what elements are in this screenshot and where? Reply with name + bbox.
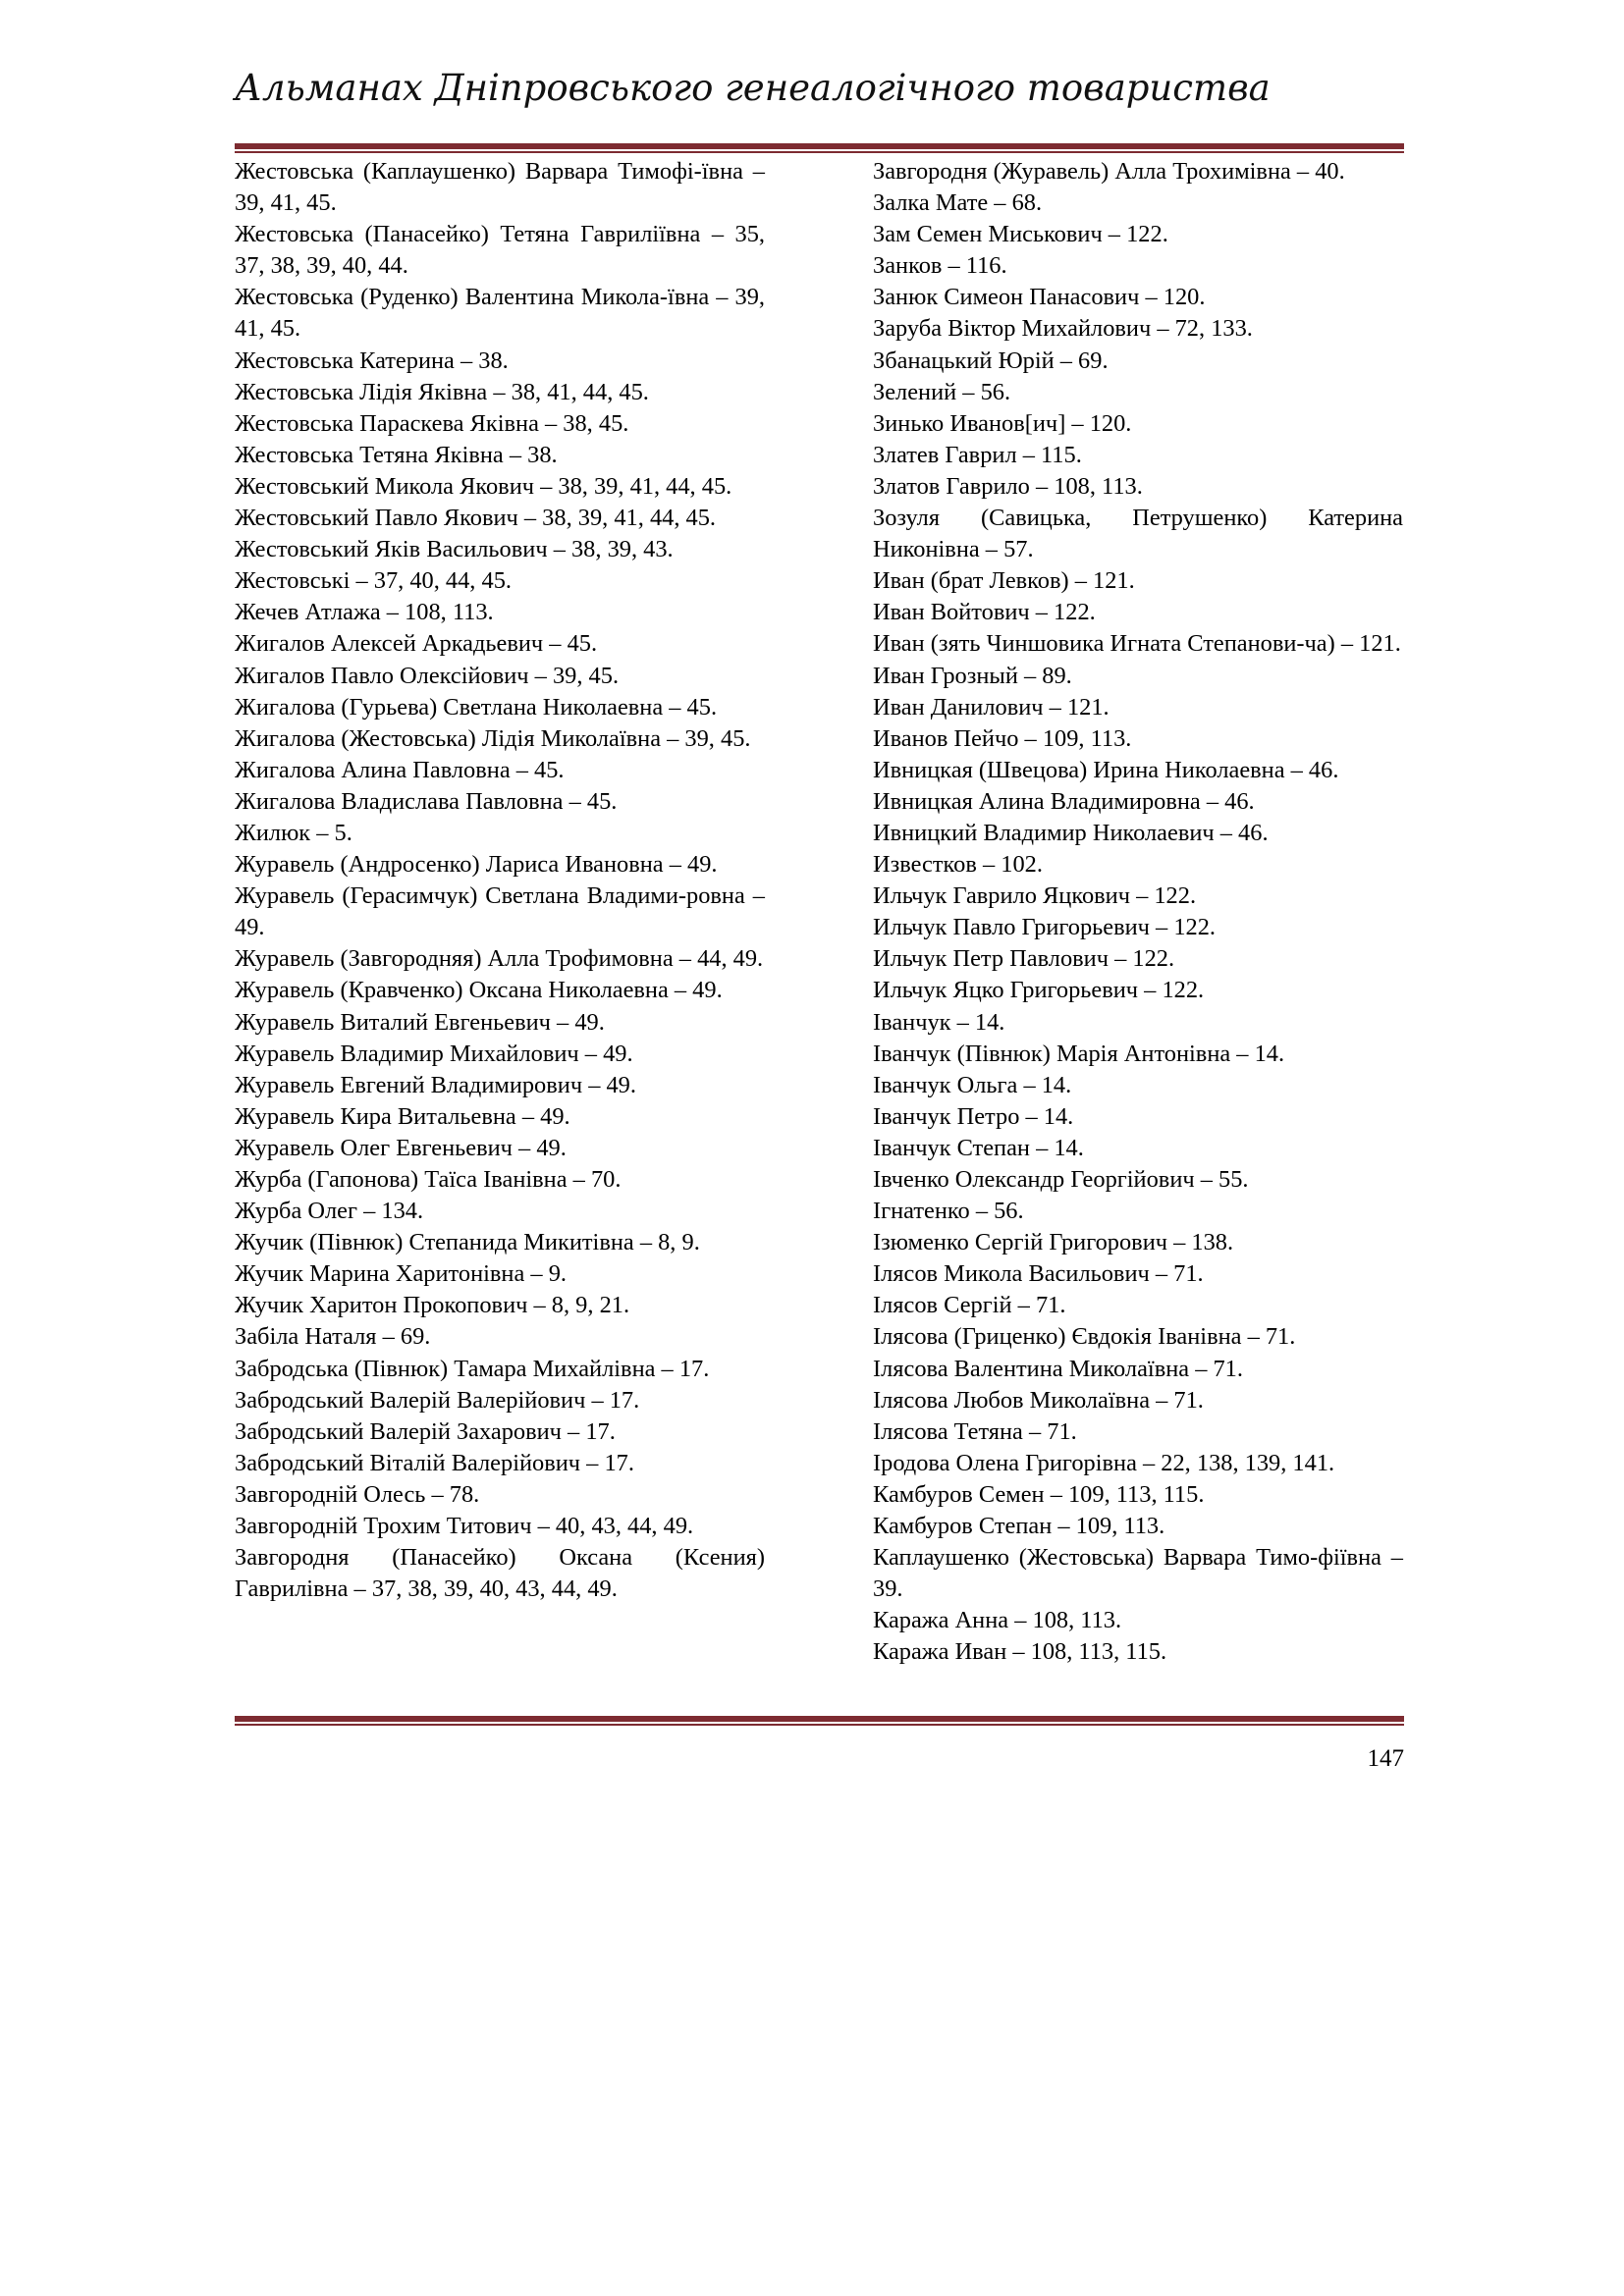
index-entry: Ілясова (Гриценко) Євдокія Іванівна – 71.	[873, 1323, 1296, 1351]
index-entry: Златов Гаврило – 108, 113.	[873, 472, 1143, 500]
index-entry: Златев Гаврил – 115.	[873, 441, 1082, 468]
index-entry: Ильчук Гаврило Яцкович – 122.	[873, 882, 1197, 910]
index-entry: Журба (Гапонова) Таїса Іванівна – 70.	[235, 1166, 622, 1193]
index-entry: Забіла Наталя – 69.	[235, 1323, 431, 1351]
index-entry: Каража Иван – 108, 113, 115.	[873, 1638, 1167, 1666]
index-entry: Жигалова Владислава Павловна – 45.	[235, 787, 618, 815]
index-entry: Ізюменко Сергій Григорович – 138.	[873, 1229, 1234, 1256]
index-entry: Ивницкий Владимир Николаевич – 46.	[873, 819, 1269, 846]
index-entry: Ивницкая (Швецова) Ирина Николаевна – 46.	[873, 756, 1339, 783]
index-entry: Журавель Евгений Владимирович – 49.	[235, 1071, 636, 1098]
index-entry: Ілясова Тетяна – 71.	[873, 1417, 1077, 1445]
index-entry: Иван (зять Чиншовика Игната Степанови-ча) – 121.	[873, 630, 1401, 658]
index-entry: Жестовський Яків Васильович – 38, 39, 43.	[235, 536, 674, 563]
header-rule-thick-line	[235, 143, 1404, 149]
index-entry: Иван Войтович – 122.	[873, 599, 1096, 626]
index-entry: Жестовська (Каплаушенко) Варвара Тимофі-ївна – 39, 41, 45.	[235, 158, 765, 217]
index-entry: Иван Грозный – 89.	[873, 662, 1072, 689]
index-entry: Жучик Харитон Прокопович – 8, 9, 21.	[235, 1292, 630, 1319]
index-entry: Забродська (Півнюк) Тамара Михайлівна – 17.	[235, 1355, 710, 1382]
index-entry: Іванчук Ольга – 14.	[873, 1071, 1072, 1098]
index-entry: Занюк Симеон Панасович – 120.	[873, 284, 1206, 311]
index-entry: Жестовські – 37, 40, 44, 45.	[235, 567, 512, 595]
index-entry: Камбуров Степан – 109, 113.	[873, 1513, 1165, 1540]
index-entry: Заруба Віктор Михайлович – 72, 133.	[873, 315, 1253, 343]
index-entry: Івченко Олександр Георгійович – 55.	[873, 1166, 1249, 1193]
index-entry: Збанацький Юрій – 69.	[873, 347, 1109, 374]
index-entry: Забродський Валерій Валерійович – 17.	[235, 1386, 640, 1414]
index-entry: Ильчук Яцко Григорьевич – 122.	[873, 977, 1205, 1004]
index-entry: Камбуров Семен – 109, 113, 115.	[873, 1480, 1205, 1508]
index-entry: Завгородній Олесь – 78.	[235, 1480, 480, 1508]
index-entry: Жигалова (Жестовська) Лідія Миколаївна – 39, 45.	[235, 724, 751, 752]
index-entry: Журавель Олег Евгеньевич – 49.	[235, 1134, 567, 1161]
page-number: 147	[1367, 1745, 1404, 1772]
index-entry: Завгородня (Журавель) Алла Трохимівна – 40.	[873, 158, 1345, 185]
index-entry: Жестовський Микола Якович – 38, 39, 41, 44, 45.	[235, 472, 732, 500]
index-entry: Жигалов Павло Олексійович – 39, 45.	[235, 662, 620, 689]
index-entry: Жестовська Катерина – 38.	[235, 347, 509, 374]
index-entry: Ильчук Павло Григорьевич – 122.	[873, 914, 1217, 941]
index-entry: Журавель (Завгородняя) Алла Трофимовна – 44, 49.	[235, 945, 764, 973]
index-entry: Завгородня (Панасейко) Оксана (Ксения) Гаврилівна – 37, 38, 39, 40, 43, 44, 49.	[235, 1544, 765, 1603]
index-entry: Забродський Валерій Захарович – 17.	[235, 1417, 616, 1445]
index-entry: Журавель Владимир Михайлович – 49.	[235, 1040, 633, 1067]
index-entry: Ілясов Сергій – 71.	[873, 1292, 1066, 1319]
index-entry: Каплаушенко (Жестовська) Варвара Тимо-фіївна – 39.	[873, 1544, 1403, 1603]
index-entry: Жестовська Параскева Яківна – 38, 45.	[235, 409, 629, 437]
index-entry: Іродова Олена Григорівна – 22, 138, 139, 141.	[873, 1449, 1335, 1476]
index-entry: Ілясов Микола Васильович – 71.	[873, 1260, 1204, 1288]
index-entry: Жестовська Тетяна Яківна – 38.	[235, 441, 558, 468]
index-entry: Жилюк – 5.	[235, 819, 352, 846]
index-entry: Ильчук Петр Павлович – 122.	[873, 945, 1175, 973]
header-rule	[235, 140, 1404, 154]
index-entry: Жигалова Алина Павловна – 45.	[235, 756, 565, 783]
index-entry: Жигалов Алексей Аркадьевич – 45.	[235, 630, 598, 658]
index-entry: Зинько Иванов[ич] – 120.	[873, 409, 1132, 437]
index-entry: Иван Данилович – 121.	[873, 693, 1110, 721]
index-entry: Журба Олег – 134.	[235, 1198, 424, 1225]
header-rule-thin-line	[235, 151, 1404, 153]
index-entry: Журавель (Андросенко) Лариса Ивановна – 49.	[235, 851, 718, 879]
index-entry: Занков – 116.	[873, 252, 1007, 280]
index-entry: Іванчук Степан – 14.	[873, 1134, 1084, 1161]
index-entry: Жечев Атлажа – 108, 113.	[235, 599, 494, 626]
index-entry: Жестовська (Руденко) Валентина Микола-ївна – 39, 41, 45.	[235, 284, 765, 343]
index-entry: Ігнатенко – 56.	[873, 1198, 1024, 1225]
footer-rule-thick-line	[235, 1716, 1404, 1722]
index-entry: Каража Анна – 108, 113.	[873, 1607, 1122, 1634]
index-entry: Зам Семен Миськович – 122.	[873, 221, 1168, 248]
index-entry: Жестовський Павло Якович – 38, 39, 41, 44, 45.	[235, 505, 717, 532]
index-entry: Зелений – 56.	[873, 378, 1011, 405]
index-entry: Іванчук Петро – 14.	[873, 1102, 1074, 1130]
index-entry: Журавель Кира Витальевна – 49.	[235, 1102, 570, 1130]
index-entry: Жучик (Півнюк) Степанида Микитівна – 8, 9.	[235, 1229, 700, 1256]
index-entry: Журавель (Кравченко) Оксана Николаевна – 49.	[235, 977, 723, 1004]
index-entry: Известков – 102.	[873, 851, 1043, 879]
index-entry: Завгородній Трохим Титович – 40, 43, 44, 49.	[235, 1513, 694, 1540]
index-entry: Иванов Пейчо – 109, 113.	[873, 724, 1132, 752]
index-entry: Журавель (Герасимчук) Светлана Владими-ровна – 49.	[235, 882, 765, 941]
index-entry: Іванчук (Півнюк) Марія Антонівна – 14.	[873, 1040, 1285, 1067]
index-entry: Жигалова (Гурьева) Светлана Николаевна – 45.	[235, 693, 718, 721]
index-entry: Журавель Виталий Евгеньевич – 49.	[235, 1008, 605, 1036]
index-entry: Зозуля (Савицька, Петрушенко) Катерина Никонівна – 57.	[873, 505, 1403, 563]
index-entry: Жестовська (Панасейко) Тетяна Гавриліївна – 35, 37, 38, 39, 40, 44.	[235, 221, 765, 280]
footer-rule	[235, 1713, 1404, 1727]
index-entry: Иван (брат Левков) – 121.	[873, 567, 1135, 595]
index-column-left	[235, 156, 765, 1605]
index-entry: Забродський Віталій Валерійович – 17.	[235, 1449, 634, 1476]
index-entry: Жестовська Лідія Яківна – 38, 41, 44, 45.	[235, 378, 649, 405]
index-entry: Залка Мате – 68.	[873, 189, 1043, 217]
index-entry: Ивницкая Алина Владимировна – 46.	[873, 787, 1255, 815]
footer-rule-thin-line	[235, 1724, 1404, 1726]
running-header-title: Альманах Дніпровського генеалогічного товариства	[235, 67, 1271, 109]
index-column-right	[873, 156, 1403, 1669]
index-entry: Ілясова Валентина Миколаївна – 71.	[873, 1355, 1243, 1382]
index-entry: Жучик Марина Харитонівна – 9.	[235, 1260, 567, 1288]
index-entry: Ілясова Любов Миколаївна – 71.	[873, 1386, 1204, 1414]
index-entry: Іванчук – 14.	[873, 1008, 1005, 1036]
